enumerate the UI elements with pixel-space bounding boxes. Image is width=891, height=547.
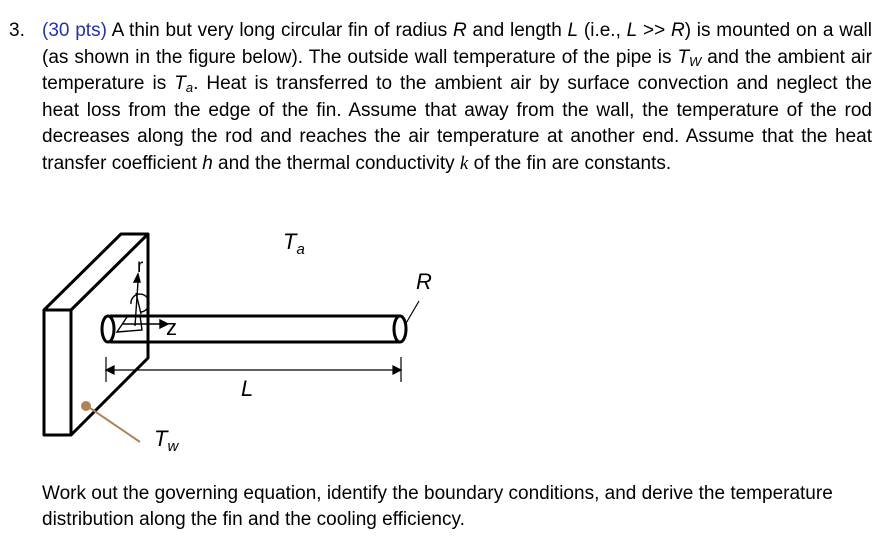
text-segment: ) is mounted on a wall (as shown in the figure below). The outside wall temperature of the pipe is <box>42 20 873 68</box>
radius-leader-line <box>405 301 419 325</box>
text-segment: (i.e., <box>578 20 627 41</box>
z-axis-label: z <box>166 315 177 340</box>
length-label: L <box>241 376 254 401</box>
question-text: Work out the governing equation, identify the boundary conditions, and derive the temperature distribution along the fin and the cooling efficiency. <box>42 483 833 530</box>
length-dimension <box>106 357 401 382</box>
coordinate-axes <box>117 274 168 332</box>
var-R: R <box>670 20 685 41</box>
var-R: R <box>453 20 467 41</box>
length-arrow-left <box>106 366 114 374</box>
tw-probe-line <box>87 406 140 442</box>
text-segment: and the ambient air temperature is <box>42 46 872 95</box>
points-label: (30 pts) <box>42 20 107 41</box>
rod-base-ellipse <box>102 316 114 342</box>
var-L: L <box>626 20 638 41</box>
r-axis-label: r <box>137 256 144 277</box>
text-segment: and the thermal conductivity <box>212 152 460 174</box>
var-k: k <box>459 152 469 174</box>
length-arrow-right <box>393 366 401 374</box>
r-axis <box>135 282 138 326</box>
text-segment: A thin but very long circular fin of radius <box>106 20 454 41</box>
tw-probe-dot <box>81 401 91 411</box>
rod-end-ellipse <box>394 316 406 342</box>
text-segment: and length <box>466 20 568 41</box>
wall-front-face <box>44 310 71 435</box>
ta-label: $T_a$ <box>283 229 305 258</box>
text-segment: of the fin are constants. <box>468 152 672 174</box>
sub-W: W <box>689 53 702 69</box>
fin-diagram <box>0 220 891 475</box>
problem-number: 3. <box>9 20 25 41</box>
var-T: T <box>174 73 186 95</box>
sub-a: a <box>185 80 194 96</box>
fin-figure <box>0 220 891 475</box>
radius-label: R <box>416 269 432 294</box>
text-segment: >> <box>637 20 671 41</box>
problem-text <box>42 18 872 178</box>
text-segment: . Heat is transferred to the ambient air by surface convection and neglect the heat loss from the edge of the fin. Assume that away from the wall, the temperature of the rod decreases along the rod and reaches the air temperature at another end. Assume that the heat transfer coefficient <box>42 73 872 174</box>
var-h: h <box>202 152 213 174</box>
var-T: T <box>677 46 690 68</box>
tw-label: $T_w$ <box>154 426 179 455</box>
var-L: L <box>567 20 579 41</box>
